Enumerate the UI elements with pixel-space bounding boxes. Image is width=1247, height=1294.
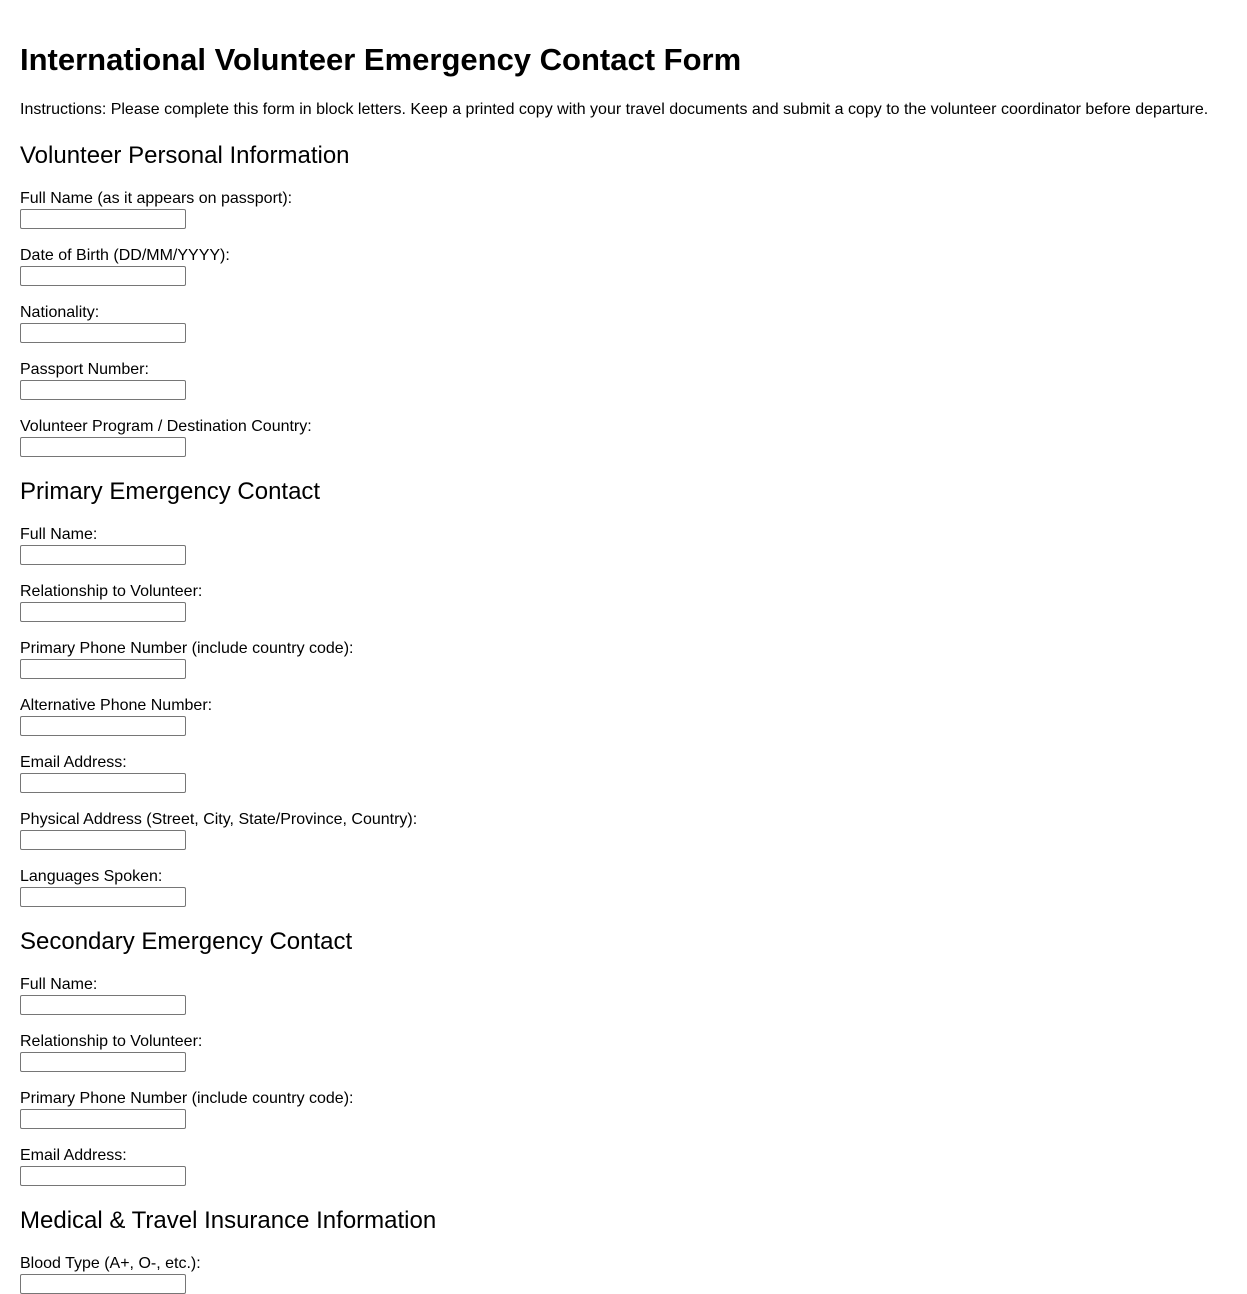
field-nationality: [20, 304, 1227, 343]
field-label: Relationship to Volunteer:: [20, 583, 203, 600]
field-passport-number: [20, 361, 1227, 400]
field-primary-relationship: [20, 583, 1227, 622]
field-primary-email: [20, 754, 1227, 793]
primary-alt-phone-input[interactable]: [20, 716, 186, 736]
field-date-of-birth: [20, 247, 1227, 286]
field-label: Relationship to Volunteer:: [20, 1033, 203, 1050]
field-label: Primary Phone Number (include country code):: [20, 1090, 354, 1107]
primary-email-input[interactable]: [20, 773, 186, 793]
nationality-input[interactable]: [20, 323, 186, 343]
full-name-passport-input[interactable]: [20, 209, 186, 229]
field-label: Physical Address (Street, City, State/Province, Country):: [20, 811, 418, 828]
date-of-birth-input[interactable]: [20, 266, 186, 286]
field-secondary-phone: [20, 1090, 1227, 1129]
field-label: Primary Phone Number (include country code):: [20, 640, 354, 657]
field-label: Languages Spoken:: [20, 868, 163, 885]
field-label: Full Name (as it appears on passport):: [20, 190, 293, 207]
field-label: Passport Number:: [20, 361, 149, 378]
blood-type-input[interactable]: [20, 1274, 186, 1294]
program-destination-input[interactable]: [20, 437, 186, 457]
field-full-name-passport: [20, 190, 1227, 229]
field-label: Email Address:: [20, 1147, 127, 1164]
secondary-full-name-input[interactable]: [20, 995, 186, 1015]
page-title: International Volunteer Emergency Contact Form: [20, 42, 742, 77]
field-primary-alt-phone: [20, 697, 1227, 736]
field-label: Nationality:: [20, 304, 100, 321]
field-label: Full Name:: [20, 976, 98, 993]
section-heading: Primary Emergency Contact: [20, 478, 321, 505]
instructions-text: Instructions: Please complete this form in block letters. Keep a printed copy with your travel documents and submit a copy to the volunteer coordinator before departure.: [20, 101, 1209, 118]
field-primary-address: [20, 811, 1227, 850]
primary-full-name-input[interactable]: [20, 545, 186, 565]
primary-relationship-input[interactable]: [20, 602, 186, 622]
field-label: Date of Birth (DD/MM/YYYY):: [20, 247, 230, 264]
section-primary-emergency-contact: [20, 478, 1227, 907]
field-blood-type: [20, 1255, 1227, 1294]
passport-number-input[interactable]: [20, 380, 186, 400]
section-heading: Secondary Emergency Contact: [20, 928, 353, 955]
field-primary-phone: [20, 640, 1227, 679]
field-program-destination: [20, 418, 1227, 457]
section-heading: Volunteer Personal Information: [20, 142, 350, 169]
field-label: Email Address:: [20, 754, 127, 771]
field-secondary-full-name: [20, 976, 1227, 1015]
primary-phone-input[interactable]: [20, 659, 186, 679]
field-secondary-relationship: [20, 1033, 1227, 1072]
field-label: Blood Type (A+, O-, etc.):: [20, 1255, 201, 1272]
field-label: Alternative Phone Number:: [20, 697, 213, 714]
field-label: Full Name:: [20, 526, 98, 543]
section-heading: Medical & Travel Insurance Information: [20, 1207, 437, 1234]
primary-languages-input[interactable]: [20, 887, 186, 907]
field-primary-full-name: [20, 526, 1227, 565]
field-primary-languages: [20, 868, 1227, 907]
section-medical-travel-insurance: [20, 1207, 1227, 1294]
section-secondary-emergency-contact: [20, 928, 1227, 1186]
section-volunteer-personal-information: [20, 142, 1227, 457]
secondary-phone-input[interactable]: [20, 1109, 186, 1129]
field-label: Volunteer Program / Destination Country:: [20, 418, 312, 435]
primary-address-input[interactable]: [20, 830, 186, 850]
secondary-relationship-input[interactable]: [20, 1052, 186, 1072]
field-secondary-email: [20, 1147, 1227, 1186]
secondary-email-input[interactable]: [20, 1166, 186, 1186]
